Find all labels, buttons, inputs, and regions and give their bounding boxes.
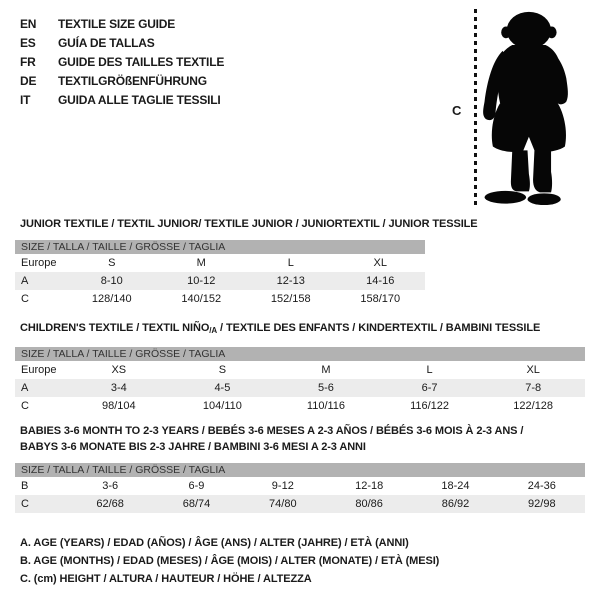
height-cell: 128/140 [91,293,132,305]
language-label: GUIDE DES TAILLES TEXTILE [58,55,225,69]
language-row-de [20,72,224,91]
size-cell: L [287,257,294,269]
size-cell: L [426,364,433,376]
height-cell: 158/170 [360,293,401,305]
height-cell: 110/116 [306,400,346,412]
babies-size-table [15,463,585,513]
language-code: EN [20,17,37,31]
language-code: FR [20,55,36,69]
row-label: C [21,293,29,305]
table-row-height [15,397,585,415]
age-cell: 9-12 [271,480,294,492]
note-line-height: C. (cm) HEIGHT / ALTURA / HAUTEUR / HÖHE / ALTEZZA [20,573,312,585]
size-cell: S [218,364,227,376]
height-cell: 140/152 [181,293,222,305]
row-label: B [21,480,29,492]
row-label: Europe [21,257,57,269]
size-cell: M [321,364,331,376]
section-title-junior: JUNIOR TEXTILE / TEXTIL JUNIOR/ TEXTILE JUNIOR / JUNIORTEXTIL / JUNIOR TESSILE [20,218,478,230]
height-cell: 98/104 [101,400,136,412]
height-cell: 152/158 [270,293,311,305]
language-code: IT [20,93,31,107]
table-row-age [15,272,425,290]
legend-notes [20,534,439,588]
language-label: GUÍA DE TALLAS [58,36,155,50]
language-row-fr [20,53,224,72]
section-title-children [20,320,595,339]
age-cell: 3-4 [110,382,127,394]
age-cell: 8-10 [100,275,123,287]
height-cell: 116/122 [410,400,450,412]
age-cell: 10-12 [187,275,216,287]
language-title-list [20,15,224,110]
size-header-band: SIZE / TALLA / TAILLE / GRÖSSE / TAGLIA [15,347,585,361]
height-marker-label: C [452,103,462,118]
language-code: DE [20,74,37,88]
age-cell: 7-8 [525,382,542,394]
table-row-age [15,379,585,397]
age-cell: 12-18 [355,480,384,492]
height-dashed-line [474,9,477,207]
table-row-europe [15,361,585,379]
children-size-table [15,347,585,415]
size-header-band: SIZE / TALLA / TAILLE / GRÖSSE / TAGLIA [15,240,425,254]
language-label: TEXTILE SIZE GUIDE [58,17,176,31]
height-cell: 68/74 [182,498,211,510]
size-cell: M [196,257,206,269]
language-row-es [20,34,224,53]
height-cell: 104/110 [202,400,242,412]
age-cell: 3-6 [102,480,119,492]
size-cell: XL [526,364,540,376]
row-label: C [21,498,29,510]
height-cell: 62/68 [96,498,124,510]
table-row-europe [15,254,425,272]
age-cell: 5-6 [318,382,334,394]
height-cell: 92/98 [528,498,556,510]
row-label: Europe [21,364,57,376]
language-row-it [20,91,224,110]
table-row-age-months [15,477,585,495]
section-title-babies: BABIES 3-6 MONTH TO 2-3 YEARS / BEBÉS 3-6 MESES A 2-3 AÑOS / BÉBÉS 3-6 MOIS À 2-3 ANS / BABYS 3-6 MONATE BIS 2-3 JAHRE / BAMBINI 3-6 MESI A 2-3 ANNI [20,425,524,453]
height-cell: 80/86 [355,498,383,510]
height-cell: 86/92 [441,498,470,510]
age-cell: 18-24 [441,480,470,492]
section-title-subscript: /A [209,326,218,335]
language-row-en [20,15,224,34]
toddler-silhouette-icon [479,6,576,207]
size-cell: S [108,257,116,269]
section-title-text: / TEXTILE DES ENFANTS / KINDERTEXTIL / BAMBINI TESSILE [217,322,541,334]
junior-size-table [15,240,425,308]
size-cell: XS [111,364,127,376]
height-cell: 122/128 [513,400,554,412]
row-label: A [21,275,29,287]
height-cell: 74/80 [269,498,297,510]
language-label: TEXTILGRÖßENFÜHRUNG [58,74,207,88]
table-row-height [15,495,585,513]
row-label: A [21,382,29,394]
size-cell: XL [373,257,387,269]
age-cell: 12-13 [276,275,305,287]
age-cell: 6-9 [188,480,205,492]
note-line-age-months: B. AGE (MONTHS) / EDAD (MESES) / ÂGE (MOIS) / ALTER (MONATE) / ETÀ (MESI) [20,555,440,567]
note-line-age-years: A. AGE (YEARS) / EDAD (AÑOS) / ÂGE (ANS) / ALTER (JAHRE) / ETÀ (ANNI) [20,537,409,549]
size-header-band: SIZE / TALLA / TAILLE / GRÖSSE / TAGLIA [15,463,585,477]
age-cell: 24-36 [527,480,556,492]
language-code: ES [20,36,36,50]
section-title-text: CHILDREN'S TEXTILE / TEXTIL NIÑO [20,322,210,334]
age-cell: 6-7 [421,382,438,394]
row-label: C [21,400,29,412]
age-cell: 4-5 [214,382,231,394]
age-cell: 14-16 [366,275,395,287]
language-label: GUIDA ALLE TAGLIE TESSILI [58,93,221,107]
table-row-height [15,290,425,308]
